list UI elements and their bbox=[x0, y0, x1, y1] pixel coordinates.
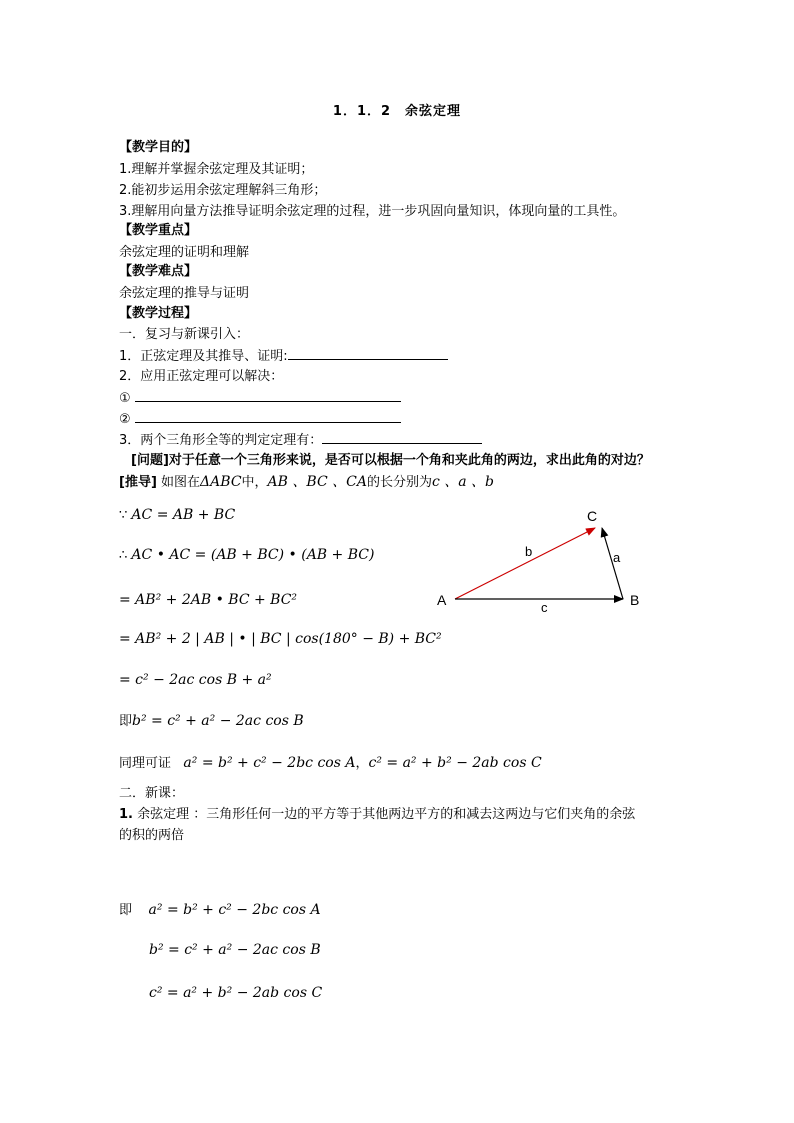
review-circle-2 bbox=[119, 410, 401, 429]
question-text: 对于任意一个三角形来说，是否可以根据一个角和夹此角的两边，求出此角的对边？ bbox=[168, 453, 650, 468]
review-item-2: 2．应用正弦定理可以解决： bbox=[119, 369, 284, 384]
derivation-intro bbox=[119, 473, 494, 492]
answer-blank-1[interactable] bbox=[288, 347, 448, 360]
side-c-label: c bbox=[541, 600, 548, 615]
objective-2: 2.能初步运用余弦定理解斜三角形； bbox=[119, 183, 327, 198]
answer-blank-2[interactable] bbox=[135, 389, 401, 402]
derivation-intro-c: 的长分别为 bbox=[366, 475, 432, 490]
circle-number-2: ② bbox=[119, 412, 131, 427]
review-heading: 一．复习与新课引入： bbox=[119, 327, 250, 342]
eq-line-7: 同理可证 a² = b² + c² − 2bc cos A，c² = a² + b² − 2ab cos C bbox=[119, 755, 542, 771]
new-lesson-heading: 二．新课： bbox=[119, 786, 185, 801]
eq-expand: = AB² + 2AB • BC + BC² bbox=[119, 592, 298, 608]
eq-magnitude: = AB² + 2 | AB | • | BC | cos(180° − B) + BC² bbox=[119, 631, 442, 647]
derivation-intro-a: 如图在 bbox=[161, 475, 201, 490]
circle-number-1: ① bbox=[119, 391, 131, 406]
answer-blank-4[interactable] bbox=[322, 431, 482, 444]
vector-ac bbox=[455, 528, 595, 599]
eq-dot-product: AC • AC = (AB + BC) • (AB + BC) bbox=[131, 547, 375, 563]
eq-result-b: b² = c² + a² − 2ac cos B bbox=[132, 713, 304, 729]
objective-3: 3.理解用向量方法推导证明余弦定理的过程，进一步巩固向量知识，体现向量的工具性。 bbox=[119, 204, 626, 219]
eq-simplified: = c² − 2ac cos B + a² bbox=[119, 672, 272, 688]
eq-result-c: c² = a² + b² − 2ab cos C bbox=[368, 755, 542, 771]
triangle-diagram bbox=[425, 500, 655, 620]
theorem-text: ：三角形任何一边的平方等于其他两边平方的和减去这两边与它们夹角的余弦 bbox=[193, 807, 636, 822]
ji-label: 即 bbox=[119, 714, 133, 729]
objectives-heading: 【教学目的】 bbox=[119, 140, 198, 155]
eq-line-5 bbox=[119, 671, 272, 690]
key-text: 余弦定理的证明和理解 bbox=[119, 245, 250, 260]
ji-label-2: 即 bbox=[119, 903, 133, 918]
formula-line-2 bbox=[149, 941, 321, 960]
eq-result-a: a² = b² + c² − 2bc cos A bbox=[183, 755, 356, 771]
eq-vector-sum: AC = AB + BC bbox=[131, 507, 236, 523]
theorem-line-2: 的积的两倍 bbox=[119, 828, 185, 843]
eq-line-3 bbox=[119, 591, 297, 610]
question-line bbox=[131, 452, 650, 470]
derivation-label: [推导] bbox=[119, 475, 157, 490]
eq-line-1 bbox=[119, 506, 235, 525]
key-heading: 【教学重点】 bbox=[119, 223, 198, 238]
question-label: [问题] bbox=[131, 453, 169, 468]
objective-1: 1.理解并掌握余弦定理及其证明； bbox=[119, 162, 314, 177]
theorem-line-1 bbox=[119, 806, 635, 824]
side-names: AB 、BC 、CA bbox=[267, 474, 367, 490]
page-title: 1．1．2 余弦定理 bbox=[332, 104, 462, 119]
derivation-intro-b: 中， bbox=[241, 475, 268, 490]
answer-blank-3[interactable] bbox=[135, 410, 401, 423]
review-item-1-text: 1．正弦定理及其推导、证明: bbox=[119, 349, 288, 364]
formula-c: c² = a² + b² − 2ab cos C bbox=[149, 985, 323, 1001]
therefore-symbol: ∴ bbox=[119, 548, 128, 563]
triangle-name: ΔABC bbox=[200, 474, 242, 490]
vertex-a-label: A bbox=[437, 592, 447, 608]
eq-line-4 bbox=[119, 630, 442, 649]
review-item-3 bbox=[119, 431, 482, 450]
process-heading: 【教学过程】 bbox=[119, 306, 198, 321]
review-item-1 bbox=[119, 347, 448, 366]
side-a-label: a bbox=[613, 550, 621, 565]
eq-line-2 bbox=[119, 546, 374, 565]
vertex-c-label: C bbox=[587, 508, 598, 524]
vertex-b-label: B bbox=[630, 592, 640, 608]
formula-b: b² = c² + a² − 2ac cos B bbox=[149, 942, 321, 958]
side-lengths: c 、a 、b bbox=[431, 474, 495, 490]
difficulty-text: 余弦定理的推导与证明 bbox=[119, 286, 250, 301]
review-circle-1 bbox=[119, 389, 401, 408]
formula-a: a² = b² + c² − 2bc cos A bbox=[148, 902, 321, 918]
formula-line-1 bbox=[119, 901, 321, 920]
theorem-name: 余弦定理 bbox=[137, 807, 190, 822]
side-b-label: b bbox=[525, 544, 533, 559]
difficulty-heading: 【教学难点】 bbox=[119, 264, 198, 279]
formula-line-3 bbox=[149, 984, 322, 1003]
because-symbol: ∵ bbox=[119, 508, 128, 523]
review-item-3-text: 3．两个三角形全等的判定定理有： bbox=[119, 433, 323, 448]
theorem-number: 1. bbox=[119, 807, 133, 822]
tongli-label: 同理可证 bbox=[119, 756, 172, 771]
eq-line-6 bbox=[119, 712, 304, 731]
